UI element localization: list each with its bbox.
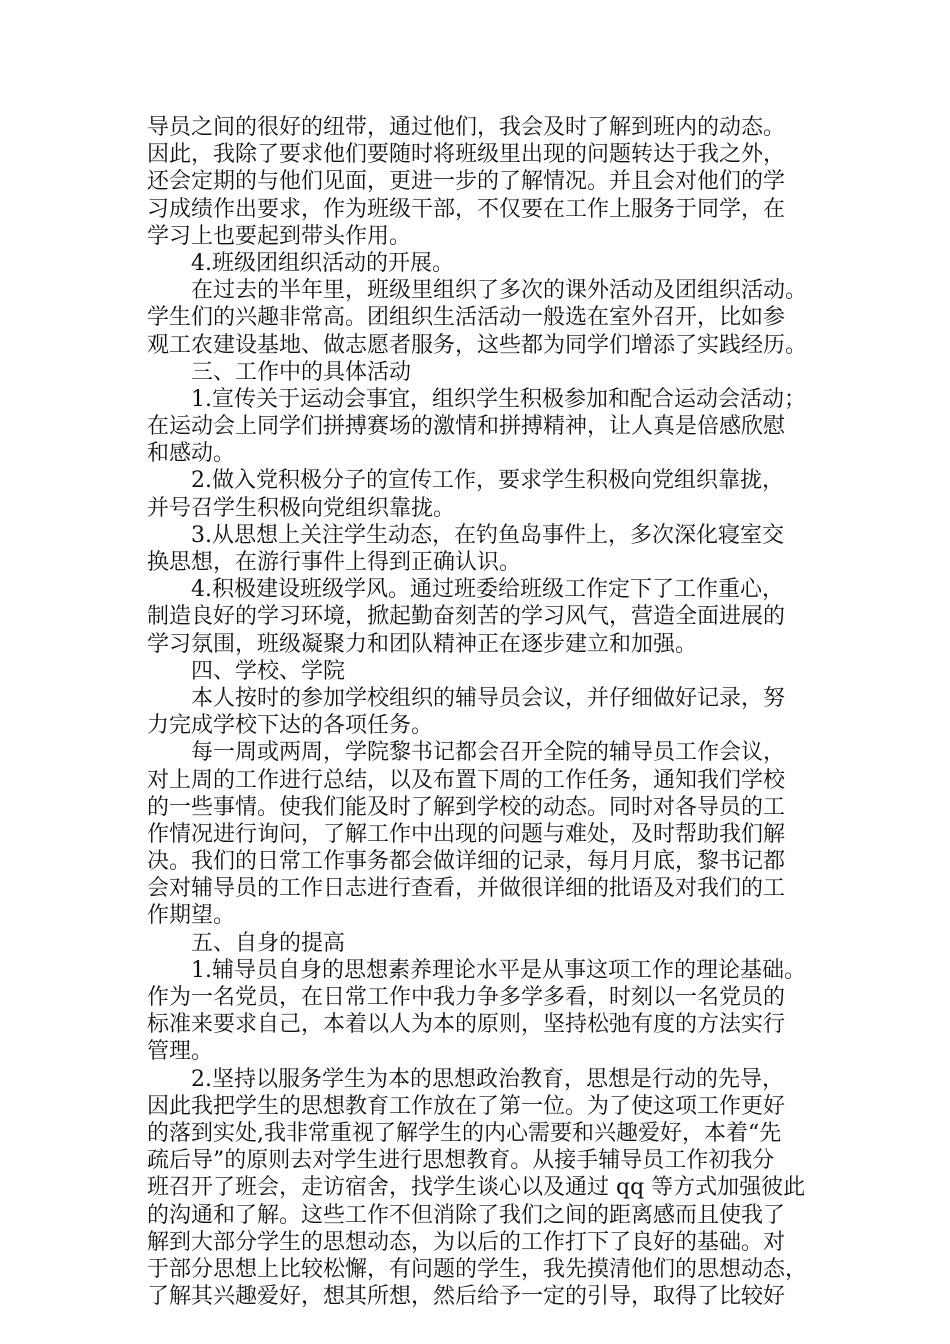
text-line: 作情况进行询问，了解工作中出现的问题与难处，及时帮助我们解 xyxy=(147,821,786,847)
text-line: 还会定期的与他们见面，更进一步的了解情况。并且会对他们的学 xyxy=(147,169,786,195)
text-line: 4.班级团组织活动的开展。 xyxy=(191,250,454,276)
text-line: 的落到实处,我非常重视了解学生的内心需要和兴趣爱好，本着“先 xyxy=(147,1120,782,1146)
text-line: 对上周的工作进行总结，以及布置下周的工作任务，通知我们学校 xyxy=(147,767,786,793)
text-line: 制造良好的学习环境，掀起勤奋刻苦的学习风气，营造全面进展的 xyxy=(147,604,786,630)
text-line: 在运动会上同学们拼搏赛场的激情和拼搏精神，让人真是倍感欣慰 xyxy=(147,414,786,440)
text-line: 1.辅导员自身的思想素养理论水平是从事这项工作的理论基础。 xyxy=(191,957,806,983)
text-line: 力完成学校下达的各项任务。 xyxy=(147,713,434,739)
text-line: 五、自身的提高 xyxy=(191,930,346,956)
text-line: 习成绩作出要求，作为班级干部，不仅要在工作上服务于同学，在 xyxy=(147,196,786,222)
text-line: 学习氛围，班级凝聚力和团队精神正在逐步建立和加强。 xyxy=(147,631,698,657)
text-line: 管理。 xyxy=(147,1039,214,1065)
text-line: 2.做入党积极分子的宣传工作，要求学生积极向党组织靠拢， xyxy=(191,468,784,494)
text-line: 于部分思想上比较松懈，有问题的学生，我先摸清他们的思想动态， xyxy=(147,1256,808,1282)
text-line: 的沟通和了解。这些工作不但消除了我们之间的距离感而且使我了 xyxy=(147,1202,786,1228)
text-line: 每一周或两周，学院黎书记都会召开全院的辅导员工作会议， xyxy=(191,740,786,766)
text-line: 4.积极建设班级学风。通过班委给班级工作定下了工作重心， xyxy=(191,577,784,603)
text-line: 学生们的兴趣非常高。团组织生活活动一般选在室外召开，比如参 xyxy=(147,305,786,331)
text-line: 并号召学生积极向党组织靠拢。 xyxy=(147,495,456,521)
document-page xyxy=(147,114,822,1310)
text-line: 导员之间的很好的纽带，通过他们，我会及时了解到班内的动态。 xyxy=(147,115,786,140)
text-line: 了解其兴趣爱好，想其所想，然后给予一定的引导，取得了比较好 xyxy=(147,1284,786,1310)
text-line: 1.宣传关于运动会事宜，组织学生积极参加和配合运动会活动； xyxy=(191,386,806,412)
text-line: 在过去的半年里，班级里组织了多次的课外活动及团组织活动。 xyxy=(191,278,808,304)
text-line: 本人按时的参加学校组织的辅导员会议，并仔细做好记录，努 xyxy=(191,685,786,711)
text-line: 的一些事情。使我们能及时了解到学校的动态。同时对各导员的工 xyxy=(147,794,786,820)
text-line: 因此我把学生的思想教育工作放在了第一位。为了使这项工作更好 xyxy=(147,1093,786,1119)
text-line: 因此，我除了要求他们要随时将班级里出现的问题转达于我之外， xyxy=(147,142,786,168)
text-line: 疏后导”的原则去对学生进行思想教育。从接手辅导员工作初我分 xyxy=(147,1148,775,1174)
text-line: 标准来要求自己，本着以人为本的原则，坚持松弛有度的方法实行 xyxy=(147,1012,786,1038)
text-line: 作期望。 xyxy=(147,903,236,929)
text-line: 观工农建设基地、做志愿者服务，这些都为同学们增添了实践经历。 xyxy=(147,332,808,358)
text-line: 换思想，在游行事件上得到正确认识。 xyxy=(147,550,522,575)
text-line: 班召开了班会，走访宿舍，找学生谈心以及通过 qq 等方式加强彼此 xyxy=(147,1175,806,1201)
text-line: 会对辅导员的工作日志进行查看，并做很详细的批语及对我们的工 xyxy=(147,876,786,902)
text-line: 解到大部分学生的思想动态，为以后的工作打下了良好的基础。对 xyxy=(147,1229,786,1255)
text-line: 三、工作中的具体活动 xyxy=(191,359,412,385)
text-line: 决。我们的日常工作事务都会做详细的记录，每月月底，黎书记都 xyxy=(147,849,786,875)
text-line: 作为一名党员，在日常工作中我力争多学多看，时刻以一名党员的 xyxy=(147,985,786,1010)
text-line: 四、学校、学院 xyxy=(191,658,346,684)
text-line: 3.从思想上关注学生动态，在钓鱼岛事件上，多次深化寝室交 xyxy=(191,522,784,548)
text-line: 和感动。 xyxy=(147,441,236,467)
text-line: 学习上也要起到带头作用。 xyxy=(147,223,412,249)
text-line: 2.坚持以服务学生为本的思想政治教育，思想是行动的先导， xyxy=(191,1066,784,1092)
